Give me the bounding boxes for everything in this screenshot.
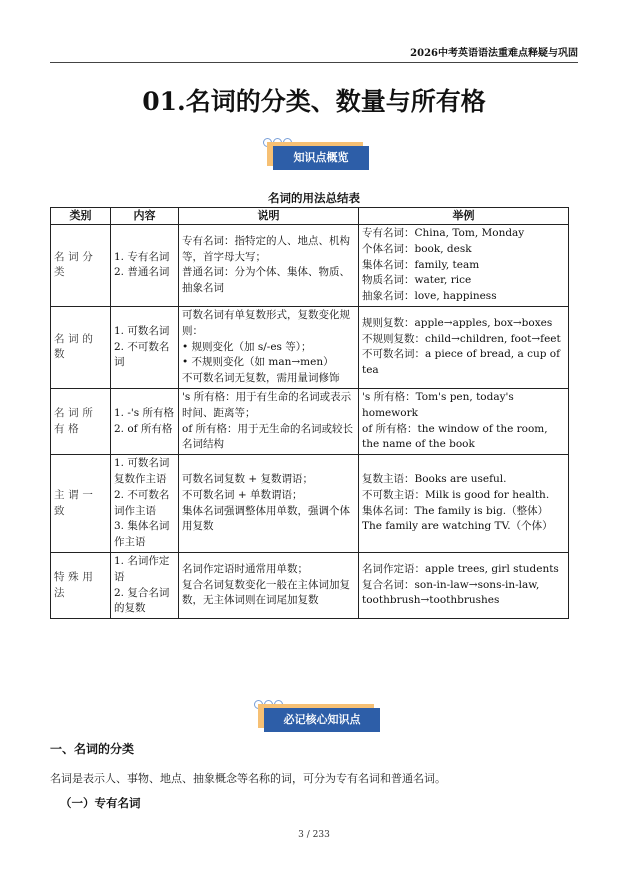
examples-cell	[359, 552, 569, 618]
content-cell	[111, 455, 179, 553]
page-title: 01.名词的分类、数量与所有格	[142, 87, 486, 116]
category-cell: 名词的数	[51, 306, 111, 388]
example-line: 不可数名词：a piece of bread, a cup of tea	[362, 348, 560, 377]
section-heading: 一、名词的分类	[50, 742, 135, 756]
circles-decoration	[254, 694, 284, 704]
core-banner-label: 必记核心知识点	[264, 708, 380, 732]
explanation-line: 普通名词：分为个体、集体、物质、抽象名词	[182, 266, 350, 295]
content-line: 1. -'s 所有格	[114, 406, 175, 419]
explanation-cell	[179, 306, 359, 388]
table-header-row	[51, 208, 569, 225]
column-header: 说明	[179, 208, 359, 225]
example-line: of 所有格：the window of the room, the name of the book	[362, 422, 548, 451]
explanation-cell	[179, 225, 359, 307]
category-cell: 主谓一致	[51, 455, 111, 553]
header-divider	[50, 62, 578, 63]
content-line: 2. 不可数名词	[114, 340, 170, 369]
summary-table	[50, 207, 569, 619]
example-line: 物质名词：water, rice	[362, 274, 472, 287]
content-line: 2. 不可数名词作主语	[114, 488, 170, 517]
examples-cell	[359, 306, 569, 388]
example-line: 个体名词：book, desk	[362, 242, 472, 255]
explanation-line: • 不规则变化（如 man→men）	[182, 356, 334, 369]
section-body-text: 名词是表示人、事物、地点、抽象概念等名称的词，可分为专有名词和普通名词。	[50, 772, 446, 785]
example-line: 名词作定语：apple trees, girl students	[362, 562, 559, 575]
overview-banner-label: 知识点概览	[273, 146, 369, 170]
circles-decoration	[263, 132, 293, 142]
example-line: 抽象名词：love, happiness	[362, 290, 497, 303]
content-line: 2. 复合名词的复数	[114, 586, 170, 615]
explanation-cell	[179, 552, 359, 618]
content-line: 1. 专有名词	[114, 250, 170, 263]
explanation-line: 不可数名词 + 单数谓语；	[182, 488, 303, 501]
content-line: 1. 可数名词复数作主语	[114, 457, 170, 485]
example-line: 规则复数：apple→apples, box→boxes	[362, 316, 553, 329]
explanation-line: • 规则变化（加 s/-es 等）；	[182, 340, 312, 353]
category-cell: 名词所有格	[51, 388, 111, 454]
table-row	[51, 552, 569, 618]
example-line: 's 所有格：Tom's pen, today's homework	[362, 390, 514, 419]
content-line: 3. 集体名词作主语	[114, 520, 170, 549]
table-caption: 名词的用法总结表	[268, 191, 360, 205]
page-number: 3 / 233	[298, 830, 330, 840]
content-cell	[111, 225, 179, 307]
examples-cell	[359, 388, 569, 454]
explanation-line: 's 所有格：用于有生命的名词或表示时间、距离等；	[182, 390, 352, 419]
category-cell: 名词分类	[51, 225, 111, 307]
example-line: 不规则复数：child→children, foot→feet	[362, 332, 561, 345]
section-subheading: （一）专有名词	[60, 796, 141, 810]
content-cell	[111, 388, 179, 454]
core-banner	[248, 694, 388, 738]
example-line: 专有名词：China, Tom, Monday	[362, 227, 525, 239]
examples-cell	[359, 225, 569, 307]
explanation-line: 专有名词：指特定的人、地点、机构等，首字母大写；	[182, 234, 350, 263]
explanation-line: 可数名词有单复数形式，复数变化规则：	[182, 308, 350, 337]
table-row	[51, 306, 569, 388]
column-header: 举例	[359, 208, 569, 225]
explanation-line: 集体名词强调整体用单数，强调个体用复数	[182, 504, 350, 533]
example-line: 集体名词：family, team	[362, 258, 480, 271]
example-line: 复数主语：Books are useful.	[362, 472, 507, 485]
table-row	[51, 388, 569, 454]
table-row	[51, 455, 569, 553]
example-line: 不可数主语：Milk is good for health.	[362, 488, 550, 501]
example-line: 集体名词：The family is big.（整体）	[362, 504, 549, 517]
explanation-line: of 所有格：用于无生命的名词或较长名词结构	[182, 422, 354, 451]
column-header: 内容	[111, 208, 179, 225]
example-line: The family are watching TV.（个体）	[362, 520, 553, 533]
explanation-cell	[179, 388, 359, 454]
content-line: 2. of 所有格	[114, 422, 173, 435]
explanation-line: 不可数名词无复数，需用量词修饰	[182, 372, 340, 385]
column-header: 类别	[51, 208, 111, 225]
table-row	[51, 225, 569, 307]
content-cell	[111, 306, 179, 388]
explanation-line: 可数名词复数 + 复数谓语；	[182, 472, 313, 485]
content-cell	[111, 552, 179, 618]
overview-banner	[257, 132, 377, 176]
category-cell: 特殊用法	[51, 552, 111, 618]
content-line: 1. 名词作定语	[114, 554, 170, 583]
examples-cell	[359, 455, 569, 553]
explanation-line: 复合名词复数变化一般在主体词加复数，无主体词则在词尾加复数	[182, 578, 350, 607]
header-title: 2026中考英语语法重难点释疑与巩固	[410, 48, 578, 59]
content-line: 1. 可数名词	[114, 324, 170, 337]
content-line: 2. 普通名词	[114, 266, 170, 279]
example-line: 复合名词：son-in-law→sons-in-law, toothbrush→toothbrushes	[362, 578, 540, 607]
explanation-cell	[179, 455, 359, 553]
explanation-line: 名词作定语时通常用单数；	[182, 562, 308, 575]
